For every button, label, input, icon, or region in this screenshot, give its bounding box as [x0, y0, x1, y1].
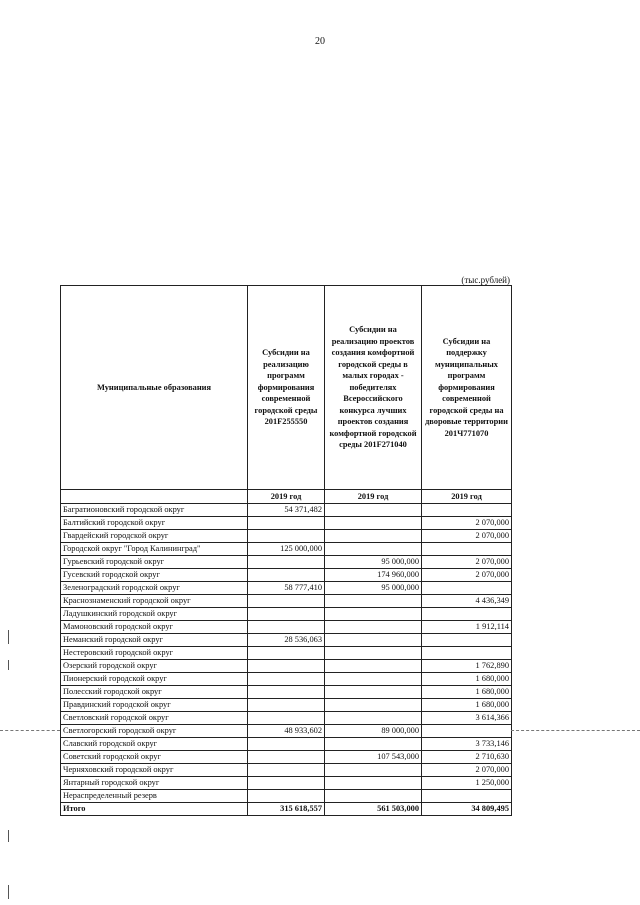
- amount-cell: 1 762,890: [422, 660, 512, 673]
- amount-cell: [325, 621, 422, 634]
- amount-cell: 2 070,000: [422, 556, 512, 569]
- amount-cell: 89 000,000: [325, 725, 422, 738]
- amount-cell: 54 371,482: [248, 504, 325, 517]
- amount-cell: [325, 504, 422, 517]
- municipality-cell: Мамоновский городской округ: [61, 621, 248, 634]
- municipality-cell: Краснознаменский городской округ: [61, 595, 248, 608]
- amount-cell: 2 070,000: [422, 530, 512, 543]
- scan-mark: [8, 885, 9, 899]
- total-value: 34 809,495: [422, 803, 512, 816]
- table-row: [61, 647, 512, 660]
- amount-cell: [325, 764, 422, 777]
- amount-cell: [422, 543, 512, 556]
- amount-cell: [248, 751, 325, 764]
- amount-cell: 2 070,000: [422, 517, 512, 530]
- municipality-cell: Советский городской округ: [61, 751, 248, 764]
- municipality-cell: Гусевский городской округ: [61, 569, 248, 582]
- amount-cell: [325, 738, 422, 751]
- amount-cell: [248, 608, 325, 621]
- scan-mark: [8, 660, 9, 670]
- table-row: [61, 660, 512, 673]
- amount-cell: [325, 517, 422, 530]
- amount-cell: [422, 608, 512, 621]
- table-row: [61, 543, 512, 556]
- municipality-cell: Славский городской округ: [61, 738, 248, 751]
- amount-cell: 48 933,602: [248, 725, 325, 738]
- header-subsidy-2: Субсидии на реализацию проектов создания комфортной городской среды в малых городах - победителях Всероссийского конкурса лучших проектов создания комфортной городской среды 201F271040: [325, 286, 422, 490]
- amount-cell: [248, 517, 325, 530]
- amount-cell: [422, 790, 512, 803]
- table-row: [61, 686, 512, 699]
- table-row: [61, 738, 512, 751]
- scan-mark: [8, 830, 9, 842]
- table-body: [61, 504, 512, 803]
- table-row: [61, 764, 512, 777]
- amount-cell: [248, 777, 325, 790]
- amount-cell: [248, 595, 325, 608]
- amount-cell: 1 250,000: [422, 777, 512, 790]
- total-value: 315 618,557: [248, 803, 325, 816]
- amount-cell: [248, 647, 325, 660]
- amount-cell: 107 543,000: [325, 751, 422, 764]
- scan-line: [511, 730, 640, 731]
- municipality-cell: Озерский городской округ: [61, 660, 248, 673]
- municipality-cell: Ладушкинский городской округ: [61, 608, 248, 621]
- scan-mark: [8, 630, 9, 644]
- table-row: [61, 699, 512, 712]
- amount-cell: [248, 699, 325, 712]
- table-row: [61, 569, 512, 582]
- municipality-cell: Гурьевский городской округ: [61, 556, 248, 569]
- table-row: [61, 595, 512, 608]
- amount-cell: [422, 725, 512, 738]
- table-row: [61, 751, 512, 764]
- municipality-cell: Городской округ "Город Калининград": [61, 543, 248, 556]
- amount-cell: [325, 790, 422, 803]
- table-row: [61, 530, 512, 543]
- scan-line: [0, 730, 60, 731]
- amount-cell: 4 436,349: [422, 595, 512, 608]
- page-number: 20: [315, 36, 325, 47]
- municipality-cell: Балтийский городской округ: [61, 517, 248, 530]
- amount-cell: [325, 634, 422, 647]
- amount-cell: 1 912,114: [422, 621, 512, 634]
- amount-cell: 95 000,000: [325, 556, 422, 569]
- year-cell: 2019 год: [325, 490, 422, 504]
- amount-cell: [248, 556, 325, 569]
- table-row: [61, 712, 512, 725]
- amount-cell: [248, 712, 325, 725]
- header-row: [61, 286, 512, 490]
- amount-cell: [325, 647, 422, 660]
- amount-cell: [325, 543, 422, 556]
- municipality-cell: Гвардейский городской округ: [61, 530, 248, 543]
- amount-cell: [325, 595, 422, 608]
- table-row: [61, 790, 512, 803]
- amount-cell: 95 000,000: [325, 582, 422, 595]
- table-row: [61, 556, 512, 569]
- amount-cell: 174 960,000: [325, 569, 422, 582]
- amount-cell: [422, 647, 512, 660]
- amount-cell: [325, 686, 422, 699]
- units-label: (тыс.рублей): [461, 275, 510, 285]
- municipality-cell: Правдинский городской округ: [61, 699, 248, 712]
- table-row: [61, 504, 512, 517]
- table-row: [61, 608, 512, 621]
- amount-cell: [248, 660, 325, 673]
- table-row: [61, 517, 512, 530]
- table-row: [61, 634, 512, 647]
- municipality-cell: Черняховский городской округ: [61, 764, 248, 777]
- total-label: Итого: [61, 803, 248, 816]
- amount-cell: 1 680,000: [422, 699, 512, 712]
- amount-cell: 3 733,146: [422, 738, 512, 751]
- amount-cell: [248, 569, 325, 582]
- table-row: [61, 673, 512, 686]
- municipality-cell: Светлогорский городской округ: [61, 725, 248, 738]
- table-row: [61, 621, 512, 634]
- amount-cell: [325, 660, 422, 673]
- amount-cell: [325, 777, 422, 790]
- amount-cell: [248, 621, 325, 634]
- municipality-cell: Светловский городской округ: [61, 712, 248, 725]
- municipality-cell: Багратионовский городской округ: [61, 504, 248, 517]
- amount-cell: 2 070,000: [422, 764, 512, 777]
- municipality-cell: Нестеровский городской округ: [61, 647, 248, 660]
- header-municipality: Муниципальные образования: [61, 286, 248, 490]
- amount-cell: [422, 504, 512, 517]
- amount-cell: 1 680,000: [422, 686, 512, 699]
- header-subsidy-3: Субсидии на поддержку муниципальных программ формирования современной городской среды на дворовые территории 201Ч771070: [422, 286, 512, 490]
- municipality-cell: Пионерский городской округ: [61, 673, 248, 686]
- year-cell: 2019 год: [422, 490, 512, 504]
- municipality-cell: Неманский городской округ: [61, 634, 248, 647]
- amount-cell: [248, 764, 325, 777]
- amount-cell: 2 070,000: [422, 569, 512, 582]
- amount-cell: [248, 686, 325, 699]
- amount-cell: 28 536,063: [248, 634, 325, 647]
- amount-cell: 58 777,410: [248, 582, 325, 595]
- header-subsidy-1: Субсидии на реализацию программ формирования современной городской среды 201F255550: [248, 286, 325, 490]
- year-row: [61, 490, 512, 504]
- amount-cell: [325, 673, 422, 686]
- amount-cell: [325, 530, 422, 543]
- amount-cell: 1 680,000: [422, 673, 512, 686]
- amount-cell: [325, 712, 422, 725]
- amount-cell: [248, 738, 325, 751]
- amount-cell: 125 000,000: [248, 543, 325, 556]
- table-row: [61, 725, 512, 738]
- amount-cell: [248, 790, 325, 803]
- amount-cell: 3 614,366: [422, 712, 512, 725]
- amount-cell: 2 710,630: [422, 751, 512, 764]
- municipality-cell: Полесский городской округ: [61, 686, 248, 699]
- year-cell: 2019 год: [248, 490, 325, 504]
- year-cell: [61, 490, 248, 504]
- amount-cell: [248, 673, 325, 686]
- table-row: [61, 582, 512, 595]
- municipality-cell: Янтарный городской округ: [61, 777, 248, 790]
- municipality-cell: Нераспределенный резерв: [61, 790, 248, 803]
- total-value: 561 503,000: [325, 803, 422, 816]
- amount-cell: [422, 582, 512, 595]
- total-row: [61, 803, 512, 816]
- amount-cell: [325, 699, 422, 712]
- amount-cell: [422, 634, 512, 647]
- subsidy-table: [60, 285, 512, 816]
- amount-cell: [325, 608, 422, 621]
- amount-cell: [248, 530, 325, 543]
- municipality-cell: Зеленоградский городской округ: [61, 582, 248, 595]
- table-row: [61, 777, 512, 790]
